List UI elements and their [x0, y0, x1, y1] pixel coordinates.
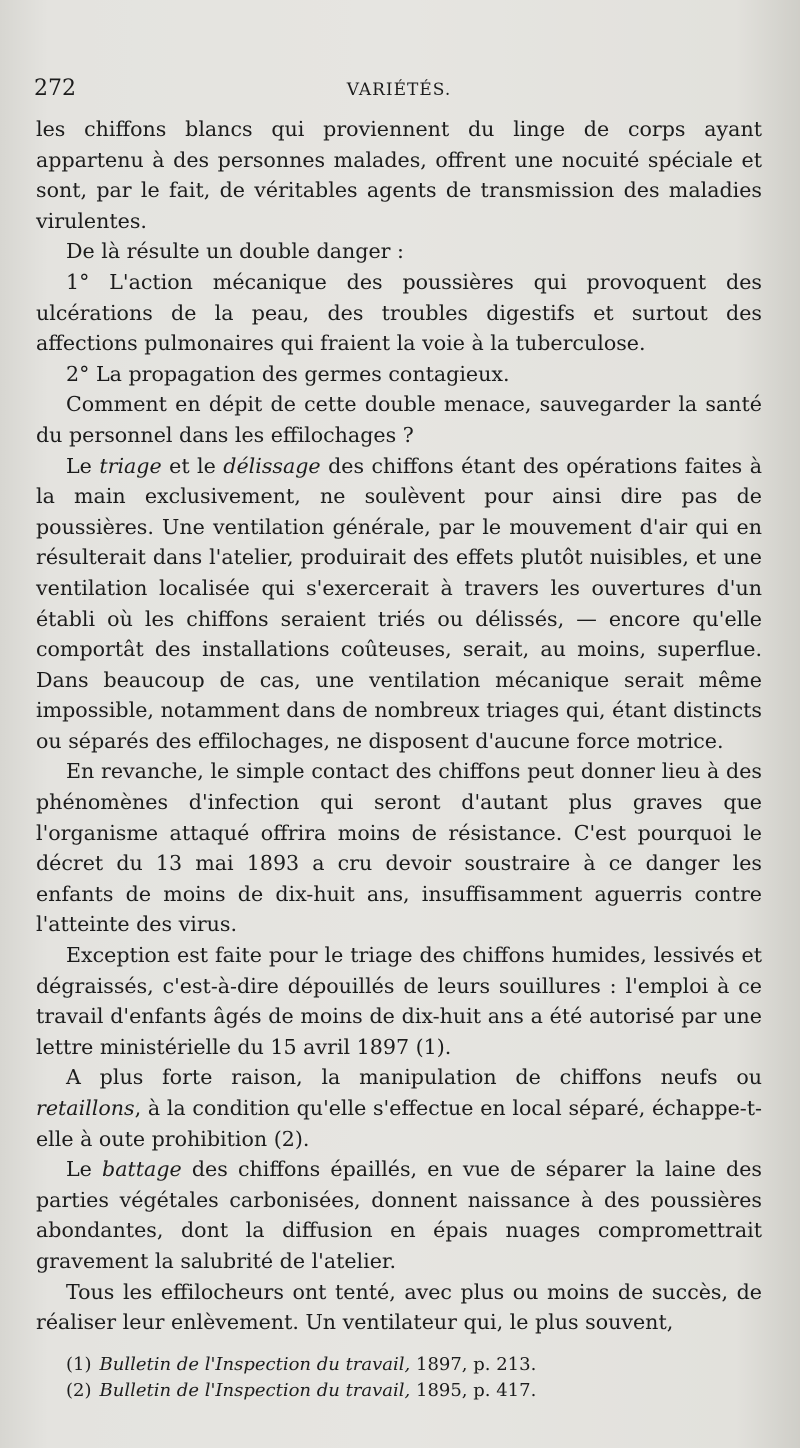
footnote-mark: (2) [66, 1380, 92, 1401]
p9-text-a: A plus forte raison, la manipulation de chiffons neufs ou [66, 1065, 762, 1090]
paragraph-7: En revanche, le simple contact des chiffons peut donner lieu à des phénomènes d'infection qui seront d'autant plus graves que l'organisme attaqué offrira moins de résistance. C'est pourquoi le décret du 13 mai 1893 a cru devoir soustraire à ce danger les enfants de moins de dix-huit ans, insuffisamment aguerris contre l'atteinte des virus. [36, 759, 762, 937]
list-item-1: 1° L'action mécanique des poussières qui provoquent des ulcérations de la peau, des troubles digestifs et surtout des affections pulmonaires qui fraient la voie à la tuberculose. [36, 269, 762, 356]
page-header [34, 76, 764, 106]
footnote-ref: 1897, p. 213. [410, 1354, 537, 1375]
running-head: VARIÉTÉS. [346, 80, 452, 100]
paragraph-2: De là résulte un double danger : [66, 239, 404, 264]
footnote-ref: 1895, p. 417. [410, 1380, 537, 1401]
footnote-source: Bulletin de l'Inspection du travail, [99, 1380, 411, 1401]
paragraph-5: Comment en dépit de cette double menace, sauvegarder la santé du personnel dans les effilochages ? [36, 392, 762, 447]
p6-text-c: des chiffons étant des opérations faites à la main exclusivement, ne soulèvent pour ainsi dire pas de poussières. Une ventilation générale, par le mouvement d'air qui en résulterait dans l'atelier, produirait des effets plutôt nuisibles, et une ventilation localisée qui s'exercerait à travers les ouvertures d'un établi où les chiffons seraient triés ou délissés, — encore qu'elle comportât des installations coûteuses, serait, au moins, superflue. Dans beaucoup de cas, une ventilation mécanique serait même impossible, notamment dans de nombreux triages qui, étant distincts ou séparés des effilochages, ne disposent d'aucune force motrice. [36, 453, 762, 753]
paragraph-6 [36, 451, 762, 757]
term-triage: triage [99, 453, 162, 478]
footnote-source: Bulletin de l'Inspection du travail, [99, 1354, 411, 1375]
footnote-2 [36, 1378, 762, 1404]
p10-text-b: des chiffons épaillés, en vue de séparer la laine des parties végétales carbonisées, donnent naissance à des poussières abondantes, dont la diffusion en épais nuages compromettrait gravement la salubrité de l'atelier. [36, 1157, 762, 1273]
footnotes [36, 1352, 762, 1404]
paragraph-9 [36, 1062, 762, 1154]
p10-text-a: Le [66, 1157, 103, 1182]
paragraph-1: les chiffons blancs qui proviennent du linge de corps ayant appartenu à des personnes malades, offrent une nocuité spéciale et sont, par le fait, de véritables agents de transmission des maladies virulentes. [36, 117, 762, 233]
paragraph-8: Exception est faite pour le triage des chiffons humides, lessivés et dégraissés, c'est-à-dire dépouillés de leurs souillures : l'emploi à ce travail d'enfants âgés de moins de dix-huit ans a été autorisé par une lettre ministérielle du 15 avril 1897 (1). [36, 943, 762, 1059]
page-number: 272 [34, 76, 76, 101]
term-delissage: délissage [223, 453, 321, 478]
p9-text-b: , à la condition qu'elle s'effectue en local séparé, échappe-t-elle à oute prohibition (2). [36, 1096, 762, 1151]
term-retaillons: retaillons [36, 1096, 135, 1120]
footnote-1 [36, 1352, 762, 1378]
body-text [36, 114, 762, 1338]
list-item-2: 2° La propagation des germes contagieux. [66, 361, 510, 386]
footnote-mark: (1) [66, 1354, 92, 1375]
paragraph-10 [36, 1154, 762, 1276]
p6-text-a: Le [66, 453, 100, 478]
term-battage: battage [102, 1157, 182, 1182]
paragraph-11: Tous les effilocheurs ont tenté, avec plus ou moins de succès, de réaliser leur enlèvement. Un ventilateur qui, le plus souvent, [36, 1279, 762, 1335]
p6-text-b: et le [161, 453, 224, 478]
